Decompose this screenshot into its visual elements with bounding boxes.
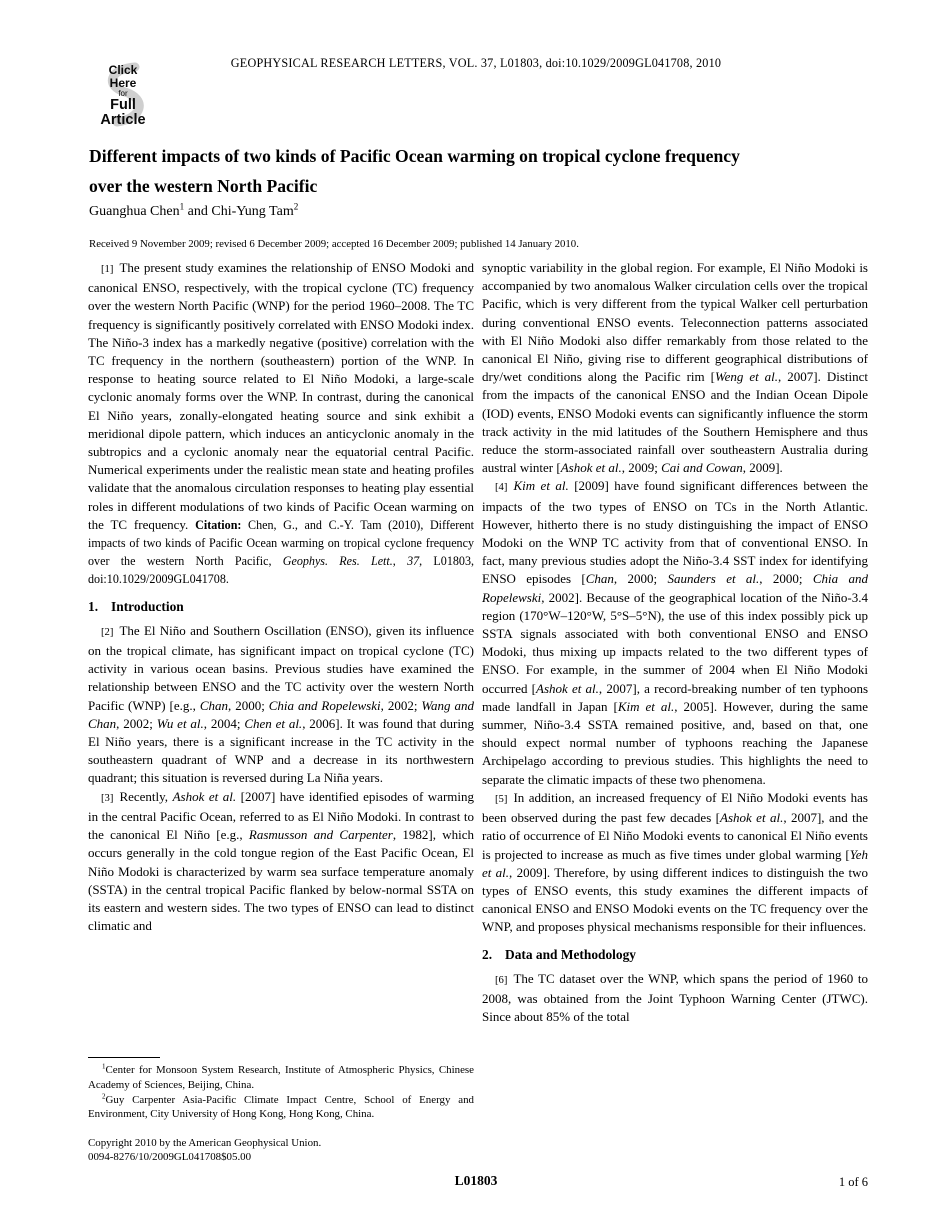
paragraph-4: [4] Kim et al. [2009] have found significant differences between the impacts of the two types of ENSO on TCs in the North Atlantic. However, hitherto there is no study distinguishing the impact of ENSO Modoki on the WNP TC activity from that of conventional ENSO. In fact, many previous studies adopt the Niño-3.4 SST index for identifying ENSO episodes [Chan, 2000; Saunders et al., 2000; Chia and Ropelewski, 2002]. Because of the geographical location of the Niño-3.4 region (170°W–120°W, 5°S–5°N), the use of this index possibly pick up SSTA signals associated with both conventional ENSO and ENSO Modoki, thus mixing up impacts related to the two different types of ENSO. For example, in the summer of 2004 when El Niño Modoki occurred [Ashok et al., 2007], a record-breaking number of ten typhoons made landfall in Japan [Kim et al., 2005]. However, during the same summer, Niño-3.4 SSTA remained positive, and, based on that, one should expect normal number of typhoons reaching the Japanese Archipelago according to previous studies. This highlights the need to separate the climatic impacts of these two phenomena. bbox=[482, 478, 869, 787]
copyright-block bbox=[88, 1136, 474, 1165]
section-2-heading bbox=[482, 946, 868, 964]
section-1-number: 1. bbox=[88, 598, 99, 614]
section-2-label: Data and Methodology bbox=[505, 946, 636, 962]
badge-line-article: Article bbox=[100, 112, 146, 128]
affiliation-footnote-2: $^2$Guy Carpenter Asia-Pacific Climate Impact Centre, School of Energy and Environment, City University of Hong Kong, Hong Kong, China. bbox=[88, 1092, 474, 1121]
journal-header: GEOPHYSICAL RESEARCH LETTERS, VOL. 37, L01803, doi:10.1029/2009GL041708, 2010 bbox=[230, 56, 722, 70]
footer-article-id: L01803 bbox=[454, 1173, 498, 1188]
section-1-heading bbox=[88, 598, 474, 616]
badge-line-here: Here bbox=[109, 75, 137, 90]
copyright-line-2: 0094-8276/10/2009GL041708$05.00 bbox=[88, 1151, 252, 1164]
badge-line-click: Click bbox=[108, 63, 138, 77]
paragraph-3-right: synoptic variability in the global region. For example, El Niño Modoki is accompanied by two anomalous Walker circulation cells over the tropical Pacific, which is very different from the typical Walker cell perturbation during conventional ENSO events. Teleconnection patterns associated with El Niño Modoki also differ remarkably from those related to the canonical El Niño, giving rise to different geographical distributions of dry/wet conditions along the Pacific rim [Weng et al., 2007]. Distinct from the impacts of the canonical ENSO and the Indian Ocean Dipole (IOD) events, ENSO Modoki events can significantly influence the storm track activity in the mid latitudes of the Southern Hemisphere and thus reduce the storm-associated rainfall over southeastern Australia during austral winter [Ashok et al., 2009; Cai and Cowan, 2009]. bbox=[482, 260, 868, 476]
paragraph-5: [5] In addition, an increased frequency of El Niño Modoki events has been observed during the past few decades [Ashok et al., 2007], and the ratio of occurrence of El Niño Modoki events to canonical El Niño events is projected to increase as much as five times under global warming [Yeh et al., 2009]. Therefore, by using different indices to distinguish the two types of ENSO events, this study examines the different impacts of canonical ENSO and ENSO Modoki events on the TC frequency over the WNP, and proposes physical mechanisms responsible for their influences. bbox=[482, 789, 869, 935]
badge-line-for: for bbox=[118, 89, 128, 98]
dates-line: Received 9 November 2009; revised 6 December 2009; accepted 16 December 2009; published 14 January 2010. bbox=[89, 238, 579, 250]
section-1-label: Introduction bbox=[111, 598, 184, 614]
section-2-number: 2. bbox=[482, 946, 493, 962]
abstract-paragraph: [1] The present study examines the relationship of ENSO Modoki and canonical ENSO, respectively, with the tropical cyclone (TC) frequency over the western North Pacific (WNP) for the period 1960–2008. The TC frequency is significantly positively correlated with ENSO Modoki index. The Niño-3 index has a markedly negative (positive) correlation with the TC frequency in the northern (southeastern) portion of the WNP. In response to heating source related to El Niño Modoki, a large-scale cyclonic anomaly forms over the WNP. In contrast, during the canonical El Niño years, zonally-elongated heating source and sink exhibit a meridional dipole pattern, which induces an anticyclonic anomaly in the subtropics and a cyclonic anomaly near the equatorial central Pacific. Numerical experiments under the realistic mean state and heating profiles validate that the anomalous circulation responses to heating play essential roles in different modulations of two kinds of Pacific Ocean warming on the TC frequency. Citation: Chen, G., and C.-Y. Tam (2010), Different impacts of two kinds of Pacific Ocean warming on tropical cyclone frequency over the western North Pacific, Geophys. Res. Lett., 37, L01803, doi:10.1029/2009GL041708. bbox=[88, 260, 474, 587]
paper-title: Different impacts of two kinds of Pacific Ocean warming on tropical cyclone frequency over the western North Pacific bbox=[89, 146, 740, 196]
full-article-badge[interactable] bbox=[89, 61, 157, 127]
paragraph-6: [6] The TC dataset over the WNP, which spans the period of 1960 to 2008, was obtained from the Joint Typhoon Warning Center (JTWC). Since about 85% of the total bbox=[482, 970, 868, 1025]
footnote-block bbox=[88, 1057, 474, 1165]
footnote-divider bbox=[88, 1057, 160, 1058]
column-left bbox=[88, 259, 474, 1165]
badge-line-full: Full bbox=[110, 97, 136, 113]
paragraph-2: [2] The El Niño and Southern Oscillation (ENSO), given its influence on the tropical climate, has significant impact on tropical cyclone (TC) activity in various ocean basins. Previous studies have examined the relationship between ENSO and the TC activity over the western North Pacific (WNP) [e.g., Chan, 2000; Chia and Ropelewski, 2002; Wang and Chan, 2002; Wu et al., 2004; Chen et al., 2006]. It was found that during El Niño years, there is a significant increase in the TC activity in the southeastern quadrant of WNP and a decrease in its northwestern quadrant; this situation is reversed during La Niña years. bbox=[88, 622, 474, 786]
column-right bbox=[482, 259, 868, 1026]
copyright-line-1: Copyright 2010 by the American Geophysical Union. bbox=[88, 1136, 322, 1149]
footer-page-number: 1 of 6 bbox=[838, 1175, 868, 1189]
paragraph-3-left: [3] Recently, Ashok et al. [2007] have identified episodes of warming in the central Pacific Ocean, referred to as El Niño Modoki. In contrast to the canonical El Niño [e.g., Rasmusson and Carpenter, 1982], which occurs generally in the cold tongue region of the East Pacific Ocean, El Niño Modoki is characterized by warm sea surface temperature anomaly (SSTA) in the central tropical Pacific flanked by below-normal SSTA on its eastern and western sides. The two types of ENSO can lead to distinct climatic and bbox=[88, 788, 474, 934]
authors-line: Guanghua Chen$^1$ and Chi-Yung Tam$^2$ bbox=[89, 201, 299, 219]
affiliation-footnote-1: $^1$Center for Monsoon System Research, Institute of Atmospheric Physics, Chinese Academy of Sciences, Beijing, China. bbox=[88, 1062, 474, 1092]
column-spacer bbox=[88, 935, 474, 1057]
